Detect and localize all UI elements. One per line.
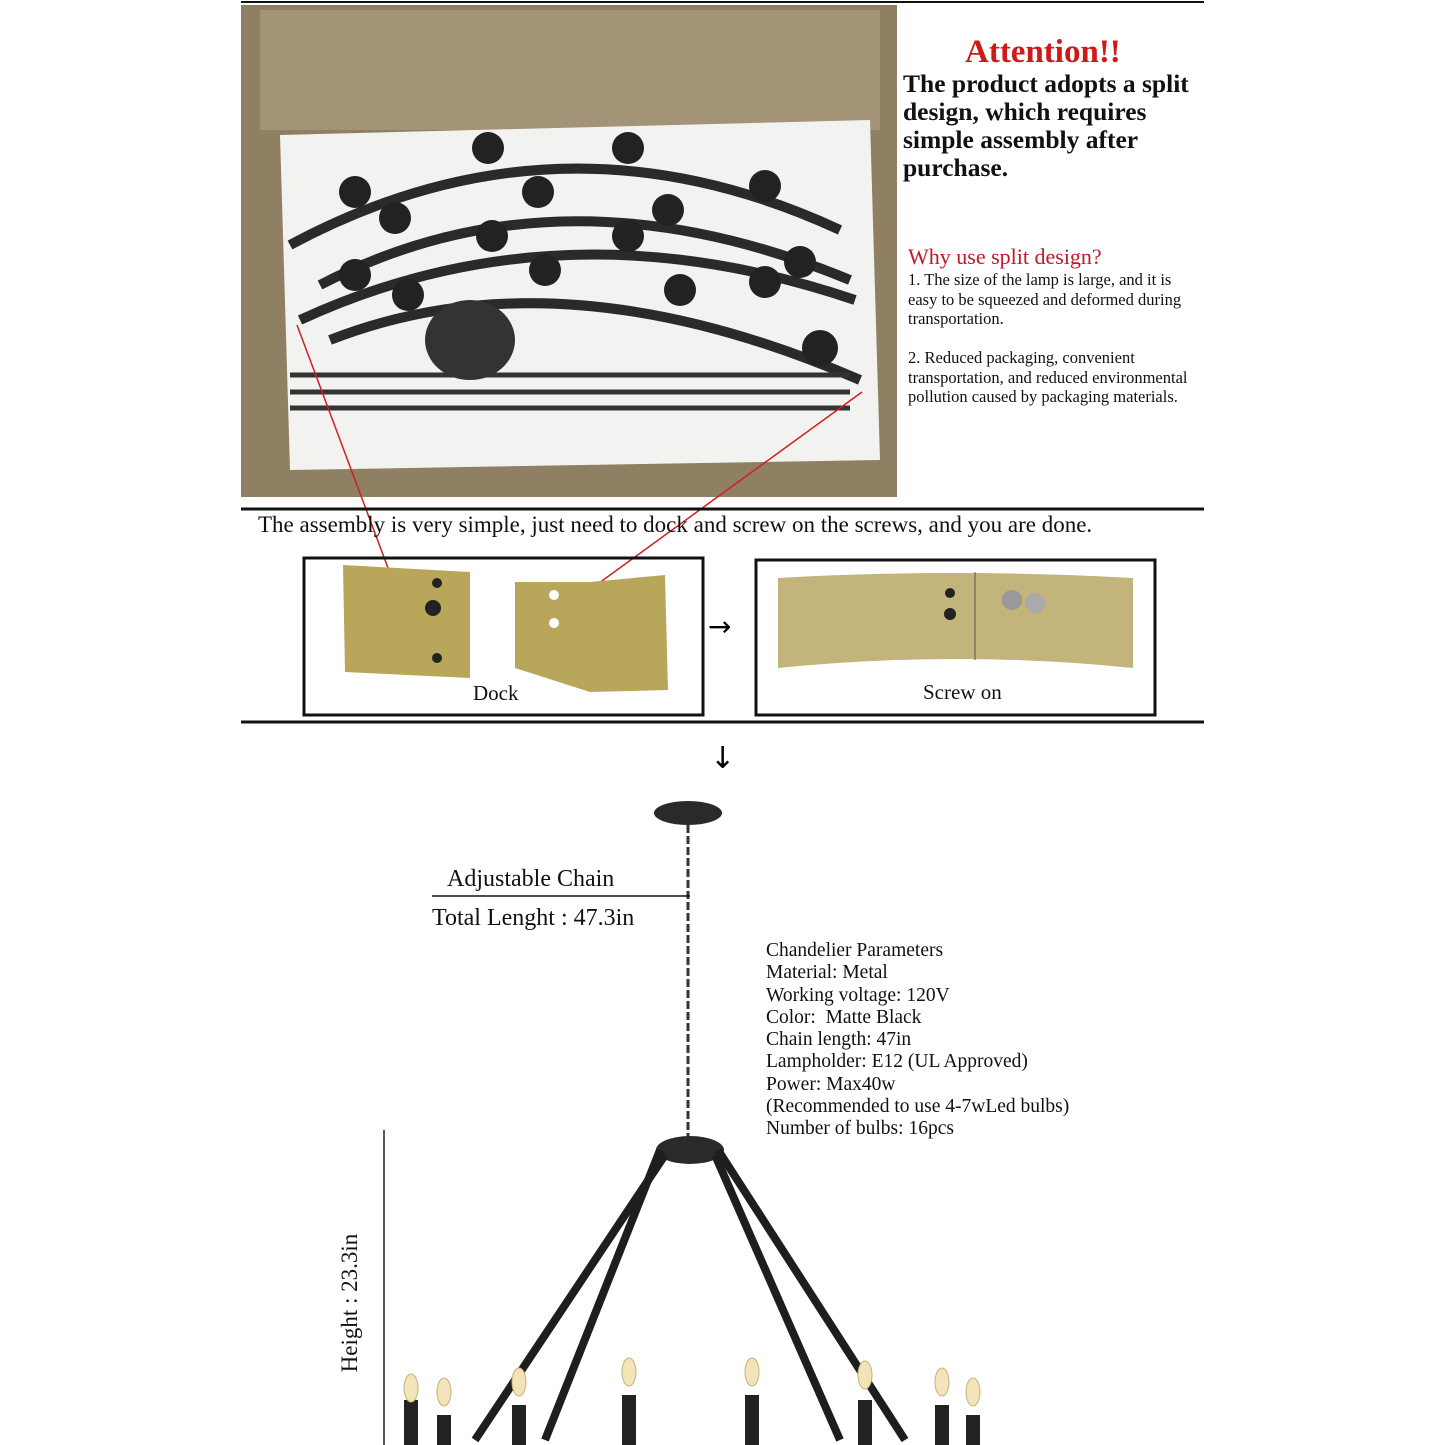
gold-arm <box>778 573 1133 668</box>
param-line: Chain length: 47in <box>766 1029 912 1051</box>
right-arrow-icon: → <box>708 610 732 643</box>
assembly-caption: The assembly is very simple, just need to dock and screw on the screws, and you are done. <box>258 512 1093 537</box>
reason-2: 2. Reduced packaging, convenient transportation, and reduced environmental pollution caused by packaging materials. <box>908 348 1188 406</box>
param-line: Number of bulbs: 16pcs <box>766 1118 954 1140</box>
screw-on-label: Screw on <box>923 680 1002 704</box>
why-split-title: Why use split design? <box>908 244 1102 269</box>
height-label: Height : 23.3in <box>337 1233 362 1373</box>
gold-tube <box>515 575 668 692</box>
dock-label: Dock <box>473 681 519 705</box>
down-arrow-icon: ↓ <box>710 741 736 776</box>
gold-tube <box>343 565 470 678</box>
attention-lead: The product adopts a split design, which requires simple assembly after purchase. <box>903 69 1189 182</box>
param-line: Working voltage: 120V <box>766 984 950 1006</box>
param-line: Color: Matte Black <box>766 1006 922 1028</box>
param-line: Power: Max40w <box>766 1073 896 1095</box>
chain-total-length: Total Lenght : 47.3in <box>432 905 635 931</box>
parameters-title: Chandelier Parameters <box>766 940 944 961</box>
attention-title: Attention!! <box>965 34 1121 70</box>
reason-1: 1. The size of the lamp is large, and it is easy to be squeezed and deformed during transportation. <box>908 270 1182 328</box>
chain-label: Adjustable Chain <box>447 866 615 892</box>
param-line: Material: Metal <box>766 962 888 984</box>
parameters-list <box>766 940 1069 1141</box>
param-line: Lampholder: E12 (UL Approved) <box>766 1051 1028 1073</box>
param-line: (Recommended to use 4-7wLed bulbs) <box>766 1096 1070 1118</box>
